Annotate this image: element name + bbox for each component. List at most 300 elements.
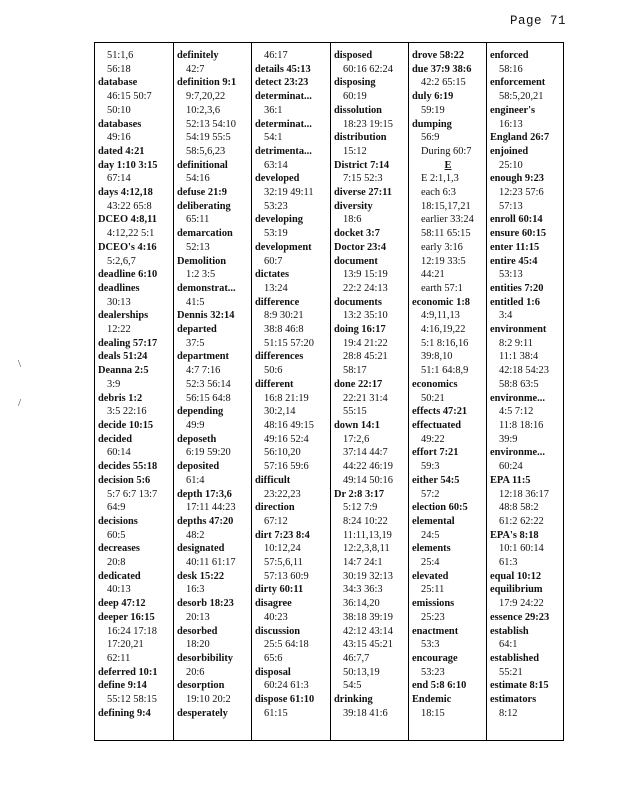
index-entry-term: dirt 7:23 8:4 <box>255 529 310 541</box>
index-entry-refs: 25:10 <box>499 159 523 171</box>
index-entry-refs: 40:13 <box>107 584 131 596</box>
index-entry-term: decide 10:15 <box>98 419 154 431</box>
index-entry-term: elements <box>412 543 451 555</box>
index-entry-refs: During 60:7 <box>421 145 472 157</box>
index-entry-refs: 58:8 63:5 <box>499 378 539 390</box>
index-entry-refs: 39:18 41:6 <box>343 707 388 719</box>
index-entry-term: DCEO's 4:16 <box>98 241 157 253</box>
index-entry-refs: 5:2,6,7 <box>107 255 136 267</box>
index-entry-refs: 13:2 35:10 <box>343 310 388 322</box>
index-entry-term: elevated <box>412 570 449 582</box>
index-entry-refs: 53:3 <box>421 639 440 651</box>
index-entry-refs: 12:19 33:5 <box>421 255 466 267</box>
index-entry-refs: 44:22 46:19 <box>343 461 393 473</box>
index-entry-term: days 4:12,18 <box>98 187 153 199</box>
index-entry-term: deliberating <box>177 200 231 212</box>
index-entry-refs: 48:16 49:15 <box>264 419 314 431</box>
index-entry-refs: 57:16 59:6 <box>264 461 309 473</box>
index-entry-term: Doctor 23:4 <box>334 241 387 253</box>
index-entry-refs: 57:13 60:9 <box>264 570 309 582</box>
index-entry-refs: 53:19 <box>264 228 288 240</box>
index-entry-term: decision 5:6 <box>98 474 151 486</box>
index-entry-refs: 51:1 64:8,9 <box>421 365 469 377</box>
index-entry-refs: 61:2 62:22 <box>499 515 544 527</box>
index-entry-term: enough 9:23 <box>490 173 544 185</box>
index-entry-refs: 3:9 <box>107 378 121 390</box>
index-entry-refs: 49:22 <box>421 433 445 445</box>
index-entry-term: DCEO 4:8,11 <box>98 214 157 226</box>
index-entry-refs: 48:8 58:2 <box>499 502 539 514</box>
index-entry-term: encourage <box>412 652 458 664</box>
index-entry-refs: 40:11 61:17 <box>186 557 236 569</box>
index-entry-refs: 54:1 <box>264 132 283 144</box>
index-entry-term: equilibrium <box>490 584 543 596</box>
index-entry-refs: 5:7 6:7 13:7 <box>107 488 158 500</box>
index-entry-term: detect 23:23 <box>255 77 309 89</box>
index-entry-term: determinat... <box>255 91 312 103</box>
index-entry-refs: 44:21 <box>421 269 445 281</box>
index-entry-refs: 18:15 <box>421 707 445 719</box>
index-entry-refs: 18:23 19:15 <box>343 118 393 130</box>
index-entry-term: deadline 6:10 <box>98 269 158 281</box>
index-entry-refs: 65:11 <box>186 214 210 226</box>
index-entry-term: establish <box>490 625 529 637</box>
index-entry-refs: 25:11 <box>421 584 445 596</box>
index-entry-refs: 23:22,23 <box>264 488 301 500</box>
index-entry-term: developed <box>255 173 300 185</box>
index-entry-term: EPA 11:5 <box>490 474 531 486</box>
index-entry-refs: 8:24 10:22 <box>343 515 388 527</box>
index-entry-refs: 53:23 <box>421 666 445 678</box>
index-entry-refs: 56:10,20 <box>264 447 301 459</box>
index-entry-refs: 39:8,10 <box>421 351 453 363</box>
index-entry-refs: 49:16 <box>107 132 131 144</box>
index-entry-refs: 3:5 22:16 <box>107 406 147 418</box>
index-entry-term: due 37:9 38:6 <box>412 63 472 75</box>
index-entry-refs: 60:19 <box>343 91 367 103</box>
index-entry-refs: 16:3 <box>186 584 205 596</box>
index-entry-term: emissions <box>412 598 455 610</box>
index-entry-term: desperately <box>177 707 228 719</box>
index-entry-term: details 45:13 <box>255 63 311 75</box>
index-entry-term: day 1:10 3:15 <box>98 159 158 171</box>
index-entry-refs: 32:19 49:11 <box>264 187 314 199</box>
index-entry-refs: 3:4 <box>499 310 513 322</box>
index-entry-term: ensure 60:15 <box>490 228 547 240</box>
index-table <box>94 42 564 741</box>
index-entry-refs: 48:2 <box>186 529 205 541</box>
index-entry-refs: 28:8 45:21 <box>343 351 388 363</box>
index-entry-refs: early 3:16 <box>421 241 463 253</box>
index-entry-term: either 54:5 <box>412 474 460 486</box>
index-entry-refs: 20:8 <box>107 557 126 569</box>
index-entry-term: enforced <box>490 50 529 61</box>
index-entry-term: distribution <box>334 132 387 144</box>
index-entry-refs: earlier 33:24 <box>421 214 474 226</box>
index-entry-refs: 15:12 <box>343 145 367 157</box>
index-entry-term: Demolition <box>177 255 227 267</box>
index-entry-refs: earth 57:1 <box>421 282 463 294</box>
index-entry-term: defining 9:4 <box>98 707 151 719</box>
index-entry-term: decisions <box>98 515 138 527</box>
index-entry-refs: 16:13 <box>499 118 523 130</box>
index-entry-term: District 7:14 <box>334 159 390 171</box>
index-entry-term: dealerships <box>98 310 149 322</box>
index-entry-term: difficult <box>255 474 291 486</box>
index-entry-term: deep 47:12 <box>98 598 146 610</box>
index-entry-refs: 43:15 45:21 <box>343 639 393 651</box>
index-entry-term: difference <box>255 296 300 308</box>
index-entry-term: decides 55:18 <box>98 461 158 473</box>
index-entry-refs: 11:8 18:16 <box>499 419 544 431</box>
index-entry-refs: 52:13 <box>186 241 210 253</box>
index-entry-term: dirty 60:11 <box>255 584 304 596</box>
index-entry-term: detrimenta... <box>255 145 312 157</box>
index-column-4 <box>330 43 408 740</box>
index-entry-refs: 64:1 <box>499 639 518 651</box>
page-number: Page 71 <box>509 14 566 28</box>
index-entry-term: deadlines <box>98 282 140 294</box>
index-entry-refs: 49:14 50:16 <box>343 474 393 486</box>
index-entry-term: enforcement <box>490 77 546 89</box>
index-entry-term: down 14:1 <box>334 419 380 431</box>
index-entry-refs: 61:3 <box>499 557 518 569</box>
index-entry-term: desorbed <box>177 625 218 637</box>
index-entry-term: doing 16:17 <box>334 324 386 336</box>
index-entry-refs: 38:8 46:8 <box>264 324 304 336</box>
index-entry-term: England 26:7 <box>490 132 550 144</box>
index-entry-refs: 67:14 <box>107 173 131 185</box>
index-entry-refs: 13:9 15:19 <box>343 269 388 281</box>
index-entry-term: effectuated <box>412 419 462 431</box>
index-entry-refs: 58:5,20,21 <box>499 91 544 103</box>
index-entry-term: enter 11:15 <box>490 241 540 253</box>
index-entry-term: economics <box>412 378 458 390</box>
index-entry-term: estimate 8:15 <box>490 680 549 692</box>
index-entry-term: demonstrat... <box>177 282 236 294</box>
index-entry-refs: 54:19 55:5 <box>186 132 231 144</box>
index-entry-term: definitional <box>177 159 228 171</box>
index-entry-term: disposal <box>255 666 291 678</box>
index-entry-refs: 11:1 38:4 <box>499 351 539 363</box>
index-entry-refs: 1:2 3:5 <box>186 269 216 281</box>
index-entry-term: Endemic <box>412 694 452 706</box>
index-entry-refs: 22:21 31:4 <box>343 392 388 404</box>
index-entry-refs: 10:12,24 <box>264 543 301 555</box>
index-entry-term: departed <box>177 324 217 336</box>
index-entry-refs: 5:12 7:9 <box>343 502 378 514</box>
index-column-2 <box>173 43 251 740</box>
index-entry-term: differences <box>255 351 304 363</box>
index-entry-refs: 50:13,19 <box>343 666 380 678</box>
index-entry-term: dispose 61:10 <box>255 694 315 706</box>
index-entry-term: depth 17:3,6 <box>177 488 232 500</box>
index-entry-refs: 52:13 54:10 <box>186 118 236 130</box>
index-entry-refs: 55:21 <box>499 666 523 678</box>
index-entry-refs: 58:11 65:15 <box>421 228 471 240</box>
section-letter: E <box>444 159 452 171</box>
index-entry-term: economic 1:8 <box>412 296 470 308</box>
index-entry-refs: 52:3 56:14 <box>186 378 231 390</box>
index-entry-refs: 18:20 <box>186 639 210 651</box>
index-entry-refs: 16:24 17:18 <box>107 625 157 637</box>
index-column-3 <box>251 43 329 740</box>
index-entry-term: developing <box>255 214 303 226</box>
index-column-1 <box>95 43 173 740</box>
margin-mark: \ <box>18 358 22 370</box>
index-column-5 <box>408 43 486 740</box>
index-entry-term: Dennis 32:14 <box>177 310 235 322</box>
index-entry-refs: E 2:1,1,3 <box>421 173 459 185</box>
index-entry-term: deposited <box>177 461 220 473</box>
index-entry-term: equal 10:12 <box>490 570 542 582</box>
index-entry-refs: 4:16,19,22 <box>421 324 466 336</box>
index-entry-refs: 12:23 57:6 <box>499 187 544 199</box>
index-entry-term: dumping <box>412 118 452 130</box>
index-entry-refs: 8:9 30:21 <box>264 310 304 322</box>
index-entry-term: elemental <box>412 515 455 527</box>
index-entry-term: Deanna 2:5 <box>98 365 149 377</box>
index-entry-refs: 8:2 9:11 <box>499 337 533 349</box>
index-entry-term: desorption <box>177 680 225 692</box>
index-entry-refs: 17:11 44:23 <box>186 502 236 514</box>
index-entry-refs: 25:23 <box>421 611 445 623</box>
index-entry-refs: each 6:3 <box>421 187 456 199</box>
index-entry-term: effects 47:21 <box>412 406 468 418</box>
index-entry-refs: 64:9 <box>107 502 126 514</box>
index-entry-term: enroll 60:14 <box>490 214 543 226</box>
index-entry-term: document <box>334 255 378 267</box>
index-entry-refs: 17:9 24:22 <box>499 598 544 610</box>
index-entry-term: enjoined <box>490 145 529 157</box>
index-entry-term: engineer's <box>490 104 536 116</box>
index-entry-term: entire 45:4 <box>490 255 538 267</box>
index-entry-refs: 56:18 <box>107 63 131 75</box>
index-entry-refs: 4:9,11,13 <box>421 310 460 322</box>
index-entry-refs: 19:4 21:22 <box>343 337 388 349</box>
index-entry-refs: 50:10 <box>107 104 131 116</box>
index-entry-refs: 60:16 62:24 <box>343 63 393 75</box>
index-entry-term: diverse 27:11 <box>334 187 393 199</box>
index-entry-refs: 61:15 <box>264 707 288 719</box>
index-entry-refs: 4:5 7:12 <box>499 406 534 418</box>
index-entry-refs: 43:22 65:8 <box>107 200 152 212</box>
index-entry-term: demarcation <box>177 228 233 240</box>
index-entry-term: dictates <box>255 269 290 281</box>
index-entry-term: development <box>255 241 312 253</box>
index-entry-term: deferred 10:1 <box>98 666 158 678</box>
index-entry-refs: 61:4 <box>186 474 205 486</box>
index-entry-term: determinat... <box>255 118 312 130</box>
index-entry-refs: 39:9 <box>499 433 518 445</box>
index-entry-refs: 58:16 <box>499 63 523 75</box>
index-entry-refs: 38:18 39:19 <box>343 611 393 623</box>
index-entry-refs: 58:5,6,23 <box>186 145 226 157</box>
index-entry-refs: 5:1 8:16,16 <box>421 337 469 349</box>
index-entry-refs: 51:1,6 <box>107 50 134 61</box>
index-entry-refs: 12:22 <box>107 324 131 336</box>
index-entry-refs: 40:23 <box>264 611 288 623</box>
index-entry-refs: 20:13 <box>186 611 210 623</box>
index-entry-term: deeper 16:15 <box>98 611 155 623</box>
index-entry-term: documents <box>334 296 382 308</box>
index-entry-refs: 36:14,20 <box>343 598 380 610</box>
index-entry-refs: 63:14 <box>264 159 288 171</box>
index-entry-term: drinking <box>334 694 373 706</box>
index-entry-refs: 7:15 52:3 <box>343 173 383 185</box>
margin-mark: / <box>18 397 22 409</box>
index-entry-refs: 11:11,13,19 <box>343 529 392 541</box>
index-entry-refs: 14:7 24:1 <box>343 557 383 569</box>
index-entry-refs: 67:12 <box>264 515 288 527</box>
index-entry-refs: 25:5 64:18 <box>264 639 309 651</box>
index-entry-refs: 30:2,14 <box>264 406 296 418</box>
index-entry-term: department <box>177 351 229 363</box>
index-entry-refs: 25:4 <box>421 557 440 569</box>
index-entry-refs: 30:13 <box>107 296 131 308</box>
index-entry-refs: 54:5 <box>343 680 362 692</box>
index-entry-refs: 42:2 65:15 <box>421 77 466 89</box>
index-entry-term: depending <box>177 406 224 418</box>
index-entry-refs: 57:2 <box>421 488 440 500</box>
index-entry-term: decreases <box>98 543 140 555</box>
index-entry-refs: 18:6 <box>343 214 362 226</box>
index-entry-term: database <box>98 77 138 89</box>
index-entry-term: environme... <box>490 447 545 459</box>
index-entry-term: desorb 18:23 <box>177 598 234 610</box>
index-entry-refs: 51:15 57:20 <box>264 337 314 349</box>
index-entry-refs: 12:18 36:17 <box>499 488 549 500</box>
index-entry-refs: 17:20,21 <box>107 639 144 651</box>
index-entry-term: end 5:8 6:10 <box>412 680 467 692</box>
index-entry-term: direction <box>255 502 295 514</box>
index-entry-refs: 62:11 <box>107 652 131 664</box>
index-entry-term: debris 1:2 <box>98 392 143 404</box>
index-entry-refs: 17:2,6 <box>343 433 370 445</box>
index-entry-refs: 19:10 20:2 <box>186 694 231 706</box>
index-entry-refs: 55:15 <box>343 406 367 418</box>
index-entry-refs: 13:24 <box>264 282 288 294</box>
index-entry-refs: 59:19 <box>421 104 445 116</box>
index-entry-refs: 37:14 44:7 <box>343 447 388 459</box>
index-entry-term: EPA's 8:18 <box>490 529 539 541</box>
index-entry-refs: 46:7,7 <box>343 652 370 664</box>
index-entry-refs: 60:14 <box>107 447 131 459</box>
index-entry-term: effort 7:21 <box>412 447 459 459</box>
index-entry-refs: 10:2,3,6 <box>186 104 221 116</box>
index-entry-refs: 9:7,20,22 <box>186 91 226 103</box>
index-entry-refs: 60:24 61:3 <box>264 680 309 692</box>
index-entry-refs: 4:12,22 5:1 <box>107 228 155 240</box>
index-entry-term: diversity <box>334 200 373 212</box>
index-entry-term: discussion <box>255 625 301 637</box>
index-entry-refs: 56:9 <box>421 132 440 144</box>
index-entry-refs: 16:8 21:19 <box>264 392 309 404</box>
index-entry-refs: 4:7 7:16 <box>186 365 221 377</box>
index-entry-refs: 42:12 43:14 <box>343 625 393 637</box>
index-entry-refs: 12:2,3,8,11 <box>343 543 390 555</box>
index-entry-refs: 60:7 <box>264 255 283 267</box>
index-entry-term: environme... <box>490 392 545 404</box>
index-entry-term: Dr 2:8 3:17 <box>334 488 385 500</box>
index-entry-refs: 46:17 <box>264 50 288 61</box>
index-entry-term: designated <box>177 543 225 555</box>
index-entry-refs: 57:13 <box>499 200 523 212</box>
index-entry-refs: 34:3 36:3 <box>343 584 383 596</box>
index-entry-refs: 36:1 <box>264 104 283 116</box>
index-entry-term: disposed <box>334 50 373 61</box>
index-entry-refs: 41:5 <box>186 296 205 308</box>
index-entry-term: election 60:5 <box>412 502 468 514</box>
index-entry-term: enactment <box>412 625 459 637</box>
index-entry-refs: 42:18 54:23 <box>499 365 549 377</box>
index-entry-refs: 24:5 <box>421 529 440 541</box>
index-entry-term: dedicated <box>98 570 141 582</box>
index-entry-refs: 58:17 <box>343 365 367 377</box>
index-entry-term: databases <box>98 118 142 130</box>
index-entry-term: environment <box>490 324 547 336</box>
index-entry-term: depths 47:20 <box>177 515 234 527</box>
index-entry-term: entities 7:20 <box>490 282 544 294</box>
index-entry-term: dissolution <box>334 104 382 116</box>
index-entry-term: estimators <box>490 694 537 706</box>
index-entry-refs: 30:19 32:13 <box>343 570 393 582</box>
index-entry-term: essence 29:23 <box>490 611 550 623</box>
index-entry-refs: 10:1 60:14 <box>499 543 544 555</box>
index-entry-refs: 37:5 <box>186 337 205 349</box>
index-entry-term: drove 58:22 <box>412 50 465 61</box>
index-entry-term: disposing <box>334 77 376 89</box>
index-entry-term: desorbibility <box>177 652 234 664</box>
index-entry-term: disagree <box>255 598 292 610</box>
index-entry-refs: 59:3 <box>421 461 440 473</box>
index-entry-term: decided <box>98 433 133 445</box>
index-entry-term: entitled 1:6 <box>490 296 540 308</box>
index-entry-refs: 49:16 52:4 <box>264 433 309 445</box>
index-entry-term: desk 15:22 <box>177 570 225 582</box>
index-entry-term: deposeth <box>177 433 217 445</box>
index-entry-refs: 49:9 <box>186 419 205 431</box>
index-entry-term: established <box>490 652 540 664</box>
index-entry-refs: 50:6 <box>264 365 283 377</box>
index-entry-refs: 60:5 <box>107 529 126 541</box>
index-entry-term: deals 51:24 <box>98 351 148 363</box>
index-entry-term: different <box>255 378 294 390</box>
index-entry-term: docket 3:7 <box>334 228 380 240</box>
index-entry-refs: 42:7 <box>186 63 205 75</box>
index-entry-term: done 22:17 <box>334 378 383 390</box>
index-entry-refs: 54:16 <box>186 173 210 185</box>
index-entry-refs: 53:23 <box>264 200 288 212</box>
index-entry-refs: 6:19 59:20 <box>186 447 231 459</box>
index-entry-refs: 22:2 24:13 <box>343 282 388 294</box>
index-entry-refs: 46:15 50:7 <box>107 91 152 103</box>
index-entry-refs: 20:6 <box>186 666 205 678</box>
index-entry-refs: 57:5,6,11 <box>264 557 303 569</box>
index-entry-refs: 60:24 <box>499 461 523 473</box>
index-entry-term: definition 9:1 <box>177 77 237 89</box>
index-entry-refs: 50:21 <box>421 392 445 404</box>
index-entry-term: dated 4:21 <box>98 145 145 157</box>
index-entry-term: definitely <box>177 50 219 61</box>
index-entry-refs: 56:15 64:8 <box>186 392 231 404</box>
index-entry-term: defuse 21:9 <box>177 187 227 199</box>
index-entry-refs: 18:15,17,21 <box>421 200 471 212</box>
index-entry-term: define 9:14 <box>98 680 147 692</box>
index-entry-refs: 55:12 58:15 <box>107 694 157 706</box>
index-column-6 <box>486 43 564 740</box>
index-entry-refs: 65:6 <box>264 652 283 664</box>
